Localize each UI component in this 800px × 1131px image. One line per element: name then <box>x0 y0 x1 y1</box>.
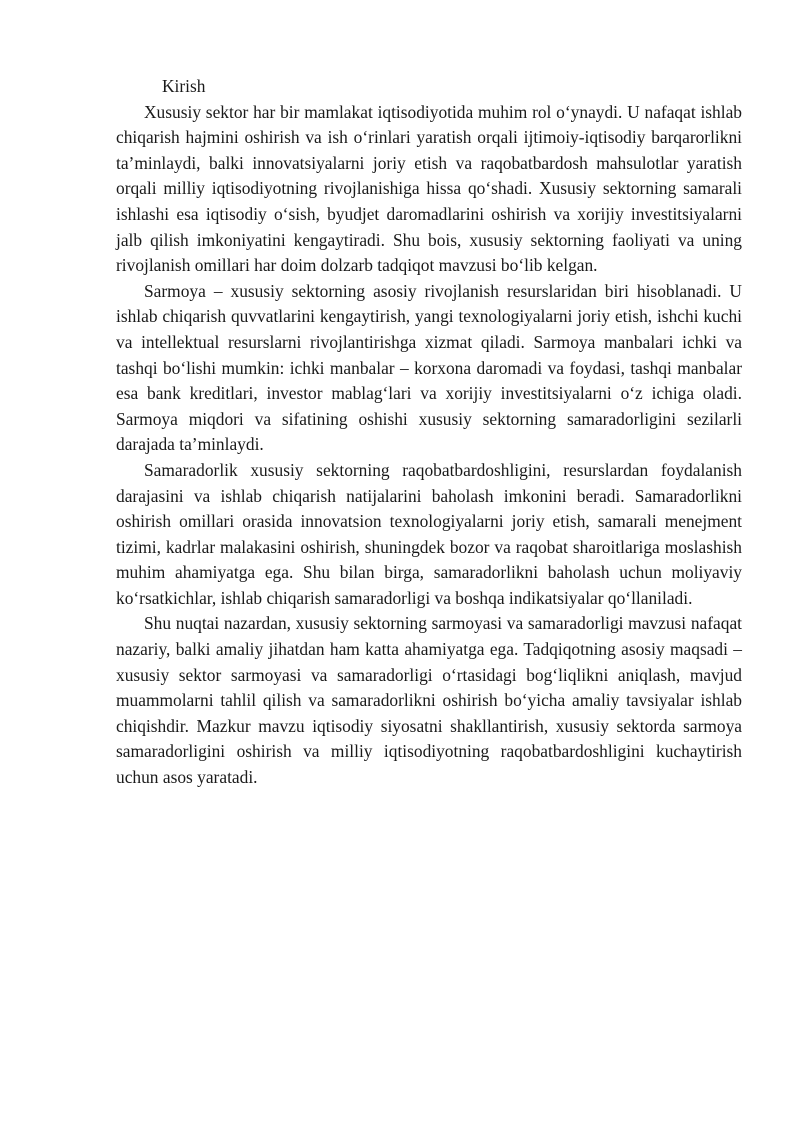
paragraph-2: Sarmoya – xususiy sektorning asosiy rivojlanish resurslaridan biri hisoblanadi. U ishlab chiqarish quvvatlarini kengaytirish, yangi texnologiyalarni joriy etish, ishchi kuchi va intellektual resurslarni rivojlantirishga xizmat qiladi. Sarmoya manbalari ichki va tashqi bo‘lishi mumkin: ichki manbalar – korxona daromadi va foydasi, tashqi manbalar esa bank kreditlari, investor mablag‘lari va xorijiy investitsiyalarni o‘z ichiga oladi. Sarmoya miqdori va sifatining oshishi xususiy sektorning samaradorligini sezilarli darajada ta’minlaydi. <box>116 280 742 455</box>
paragraph-1: Xususiy sektor har bir mamlakat iqtisodiyotida muhim rol o‘ynaydi. U nafaqat ishlab chiqarish hajmini oshirish va ish o‘rinlari yaratish orqali ijtimoiy-iqtisodiy barqarorlikni ta’minlaydi, balki innovatsiyalarni joriy etish va raqobatbardosh mahsulotlar yaratish orqali milliy iqtisodiyotning rivojlanishiga hissa qo‘shadi. Xususiy sektorning samarali ishlashi esa iqtisodiy o‘sish, byudjet daromadlarini oshirish va xorijiy investitsiyalarni jalb qilish imkoniyatini kengaytiradi. Shu bois, xususiy sektorning faoliyati va uning rivojlanish omillari har doim dolzarb tadqiqot mavzusi bo‘lib kelgan. <box>116 101 742 276</box>
paragraph-4: Shu nuqtai nazardan, xususiy sektorning sarmoyasi va samaradorligi mavzusi nafaqat nazariy, balki amaliy jihatdan ham katta ahamiyatga ega. Tadqiqotning asosiy maqsadi – xususiy sektor sarmoyasi va samaradorligi o‘rtasidagi bog‘liqlikni aniqlash, mavjud muammolarni tahlil qilish va samaradorlikni oshirish bo‘yicha amaliy tavsiyalar ishlab chiqishdir. Mazkur mavzu iqtisodiy siyosatni shakllantirish, xususiy sektorda sarmoya samaradorligini oshirish va milliy iqtisodiyotning raqobatbardoshligini kuchaytirish uchun asos yaratadi. <box>116 613 742 788</box>
section-heading: Kirish <box>162 76 206 96</box>
document-body <box>116 74 742 791</box>
paragraph-3: Samaradorlik xususiy sektorning raqobatbardoshligini, resurslardan foydalanish darajasini va ishlab chiqarish natijalarini baholash imkonini beradi. Samaradorlikni oshirish omillari orasida innovatsion texnologiyalarni joriy etish, samarali menejment tizimi, kadrlar malakasini oshirish, shuningdek bozor va raqobat sharoitlariga moslashish muhim ahamiyatga ega. Shu bilan birga, samaradorlikni baholash uchun moliyaviy ko‘rsatkichlar, ishlab chiqarish samaradorligi va boshqa indikatsiyalar qo‘llaniladi. <box>116 459 742 608</box>
